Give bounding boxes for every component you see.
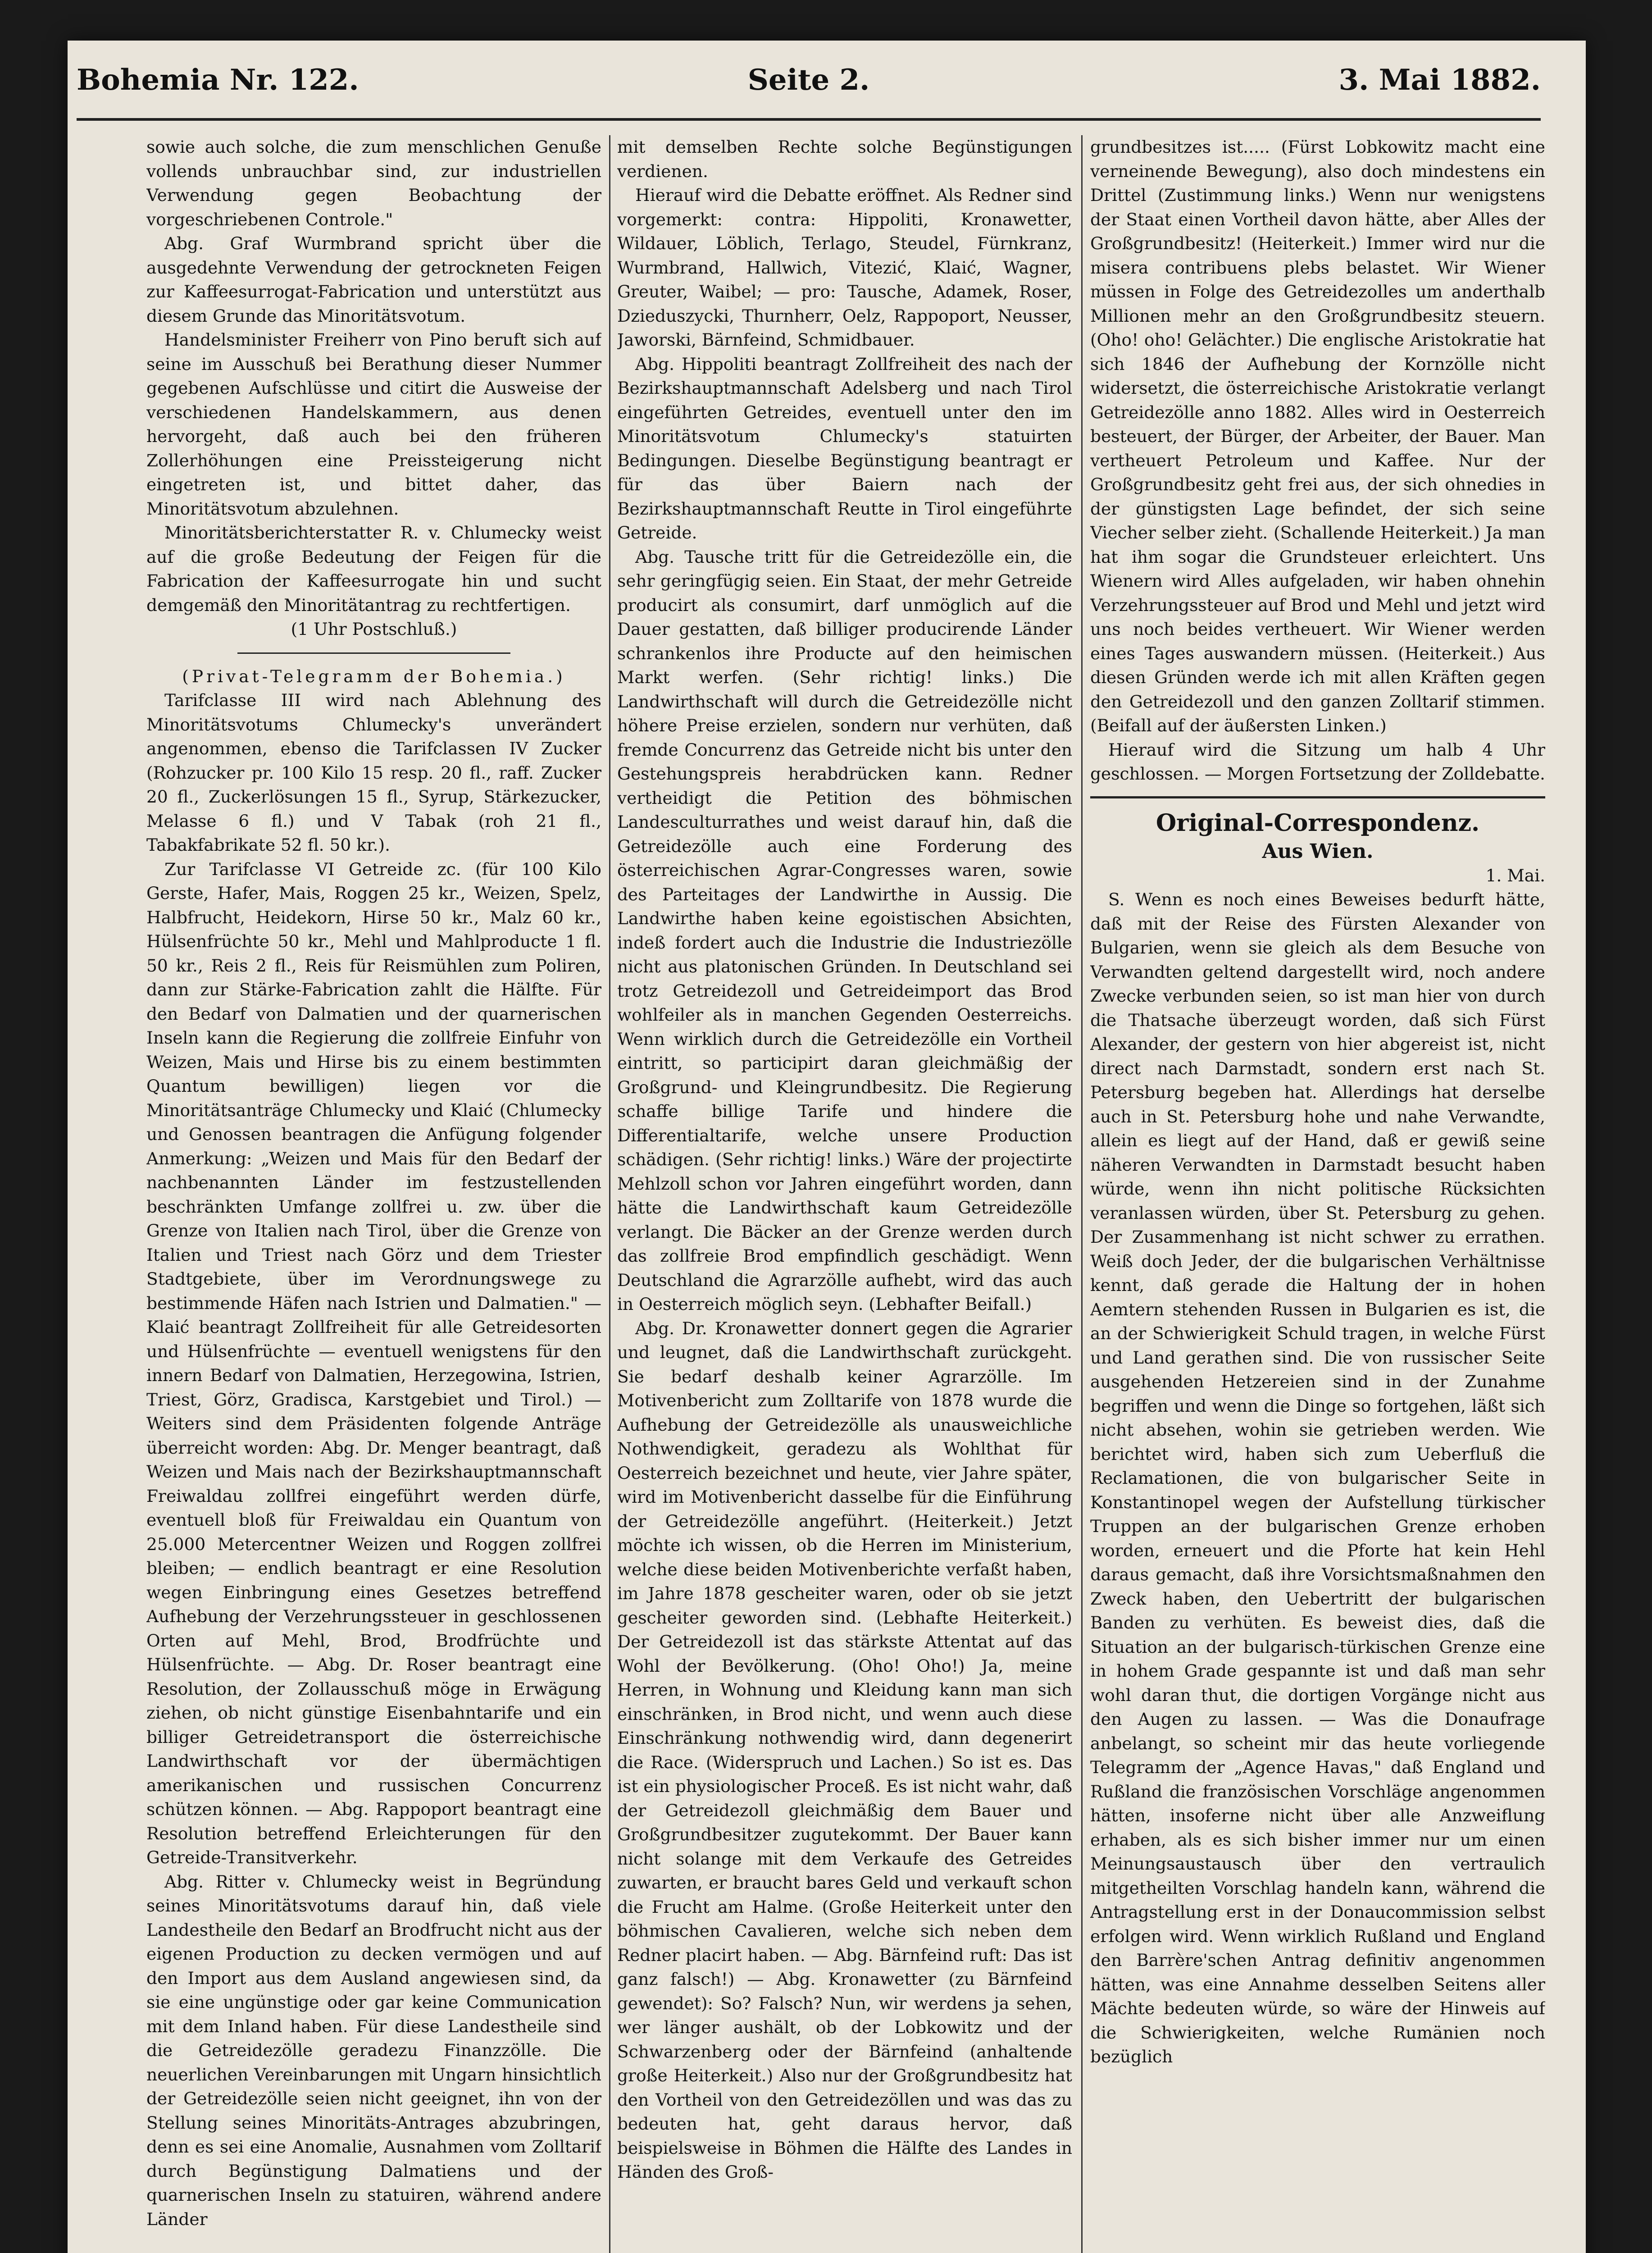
paragraph: Abg. Dr. Kronawetter donnert gegen die Agrarier und leugnet, daß die Landwirthschaft zurückgeht. Sie bedarf deshalb keiner Agrarzölle. Im Motivenbericht zum Zolltarife von 1878 wurde die Aufhebung der Getreidezölle als unausweichliche Nothwendigkeit, geradezu als Wohlthat für Oesterreich bezeichnet und heute, vier Jahre später, wird im Motivenbericht dasselbe für die Einführung der Getreidezölle angeführt. (Heiterkeit.) Jetzt möchte ich wissen, ob die Herren im Ministerium, welche diese beiden Motivenberichte verfaßt haben, im Jahre 1878 gescheiter waren, oder ob sie jetzt gescheiter geworden sind. (Lebhafte Heiterkeit.) Der Getreidezoll ist das stärkste Attentat auf das Wohl der Bevölkerung. (Oho! Oho!) Ja, meine Herren, in Wohnung und Kleidung kann man sich einschränken, in Brod nicht, und wenn auch diese Einschränkung nothwendig wird, dann degenerirt die Race. (Widerspruch und Lachen.) So ist es. Das ist ein physiologischer Proceß. Es ist nicht wahr, daß der Getreidezoll gleichmäßig dem Bauer und Großgrundbesitzer zugutekommt. Der Bauer kann nicht solange mit dem Verkaufe des Getreides zuwarten, er braucht bares Geld und verkauft schon die Frucht am Halme. (Große Heiterkeit unter den böhmischen Cavalieren, welche sich neben dem Redner placirt haben. — Abg. Bärnfeind ruft: Das ist ganz falsch!) — Abg. Kronawetter (zu Bärnfeind gewendet): So? Falsch? Nun, wir werdens ja sehen, wer länger aushält, ob der Lobkowitz und der Schwarzenberg oder der Bärnfeind (anhaltende große Heiterkeit.) Also nur der Großgrundbesitz hat den Vortheil von den Getreidezöllen und was das zu bedeuten hat, geht daraus hervor, daß beispielsweise in Böhmen die Hälfte des Landes in Händen des Groß- (617, 1318, 1072, 2182)
section-rule (237, 652, 510, 654)
paragraph: Abg. Hippoliti beantragt Zollfreiheit des nach der Bezirkshauptmannschaft Adelsberg und nach Tirol eingeführten Getreides, eventuell unter den im Minoritätsvotum Chlumecky's statuirten Bedingungen. Dieselbe Begünstigung beantragt er für das über Baiern nach der Bezirkshauptmannschaft Reutte in Tirol eingeführte Getreide. (617, 354, 1072, 543)
column-divider (609, 135, 610, 2253)
paragraph: Abg. Ritter v. Chlumecky weist in Begründung seines Minoritätsvotums darauf hin, daß viele Landestheile den Bedarf an Brodfrucht nicht aus der eigenen Production zu decken vermögen und auf den Import aus dem Ausland angewiesen sind, da sie eine ungünstige oder gar keine Communication mit dem Inland haben. Für diese Landestheile sind die Getreidezölle geradezu Finanzzölle. Die neuerlichen Vereinbarungen mit Ungarn hinsichtlich der Getreidezölle seien nicht geeignet, ihn von der Stellung seines Minoritäts-Antrages abzubringen, denn es sei eine Anomalie, Ausnahmen vom Zolltarif durch Begünstigung Dalmatiens und der quarnerischen Inseln zu statuiren, während andere Länder (146, 1871, 601, 2229)
paragraph: Hierauf wird die Sitzung um halb 4 Uhr geschlossen. — Morgen Fortsetzung der Zolldebatte. (1090, 739, 1545, 784)
section-rule (1090, 796, 1545, 798)
dateline: 1. Mai. (1485, 865, 1545, 885)
column-2 (617, 135, 1072, 2253)
paragraph: Abg. Graf Wurmbrand spricht über die ausgedehnte Verwendung der getrockneten Feigen zur Kaffeesurrogat-Fabrication und unterstützt aus diesem Grunde das Minoritätsvotum. (146, 233, 601, 326)
header-masthead: Bohemia Nr. 122. (77, 63, 359, 97)
header-rule (77, 118, 1541, 121)
paragraph: sowie auch solche, die zum menschlichen Genuße vollends unbrauchbar sind, zur industriellen Verwendung gegen Beobachtung der vorgeschriebenen Controle." (146, 137, 601, 229)
paragraph: Zur Tarifclasse VI Getreide zc. (für 100 Kilo Gerste, Hafer, Mais, Roggen 25 kr., Weizen, Spelz, Halbfrucht, Heidekorn, Hirse 50 kr., Malz 60 kr., Hülsenfrüchte 50 kr., Mehl und Mahlproducte 1 fl. 50 kr., Reis 2 fl., Reis für Reismühlen zum Poliren, dann zur Stärke-Fabrication zahlt die Hälfte. Für den Bedarf von Dalmatien und der quarnerischen Inseln kann die Regierung die zollfreie Einfuhr von Weizen, Mais und Hirse bis zu einem bestimmten Quantum bewilligen) liegen vor die Minoritätsanträge Chlumecky und Klaić (Chlumecky und Genossen beantragen die Anfügung folgender Anmerkung: „Weizen und Mais für den Bedarf der nachbenannten Länder im festzustellenden beschränkten Umfange zollfrei u. zw. über die Grenze von Italien nach Tirol, über die Grenze von Italien und Triest nach Görz und dem Triester Stadtgebiete, über im Verordnungswege zu bestimmende Häfen nach Istrien und Dalmatien." — Klaić beantragt Zollfreiheit für alle Getreidesorten und Hülsenfrüchte — eventuell wenigstens für den innern Bedarf von Dalmatien, Herzegowina, Istrien, Triest, Görz, Gradisca, Karstgebiet und Tirol.) — Weiters sind dem Präsidenten folgende Anträge überreicht worden: Abg. Dr. Menger beantragt, daß Weizen und Mais nach der Bezirkshauptmannschaft Freiwaldau zollfrei eingeführt werden dürfe, eventuell bloß für Freiwaldau ein Quantum von 25.000 Metercentner Weizen und Roggen zollfrei bleiben; — endlich beantragt er eine Resolution wegen Einbringung eines Gesetzes betreffend Aufhebung der Verzehrungssteuer in geschlossenen Orten auf Mehl, Brod, Brodfrüchte und Hülsenfrüchte. — Abg. Dr. Roser beantragt eine Resolution, der Zollausschuß möge in Erwägung ziehen, ob nicht günstige Eisenbahntarife und ein billiger Getreidetransport die österreichische Landwirthschaft vor der übermächtigen amerikanischen und russischen Concurrenz schützen können. — Abg. Rappoport beantragt eine Resolution betreffend Erleichterungen für den Getreide-Transitverkehr. (146, 859, 601, 1867)
paragraph: S. Wenn es noch eines Beweises bedurft hätte, daß mit der Reise des Fürsten Alexander von Bulgarien, wenn sie gleich als dem Besuche von Verwandten geltend dargestellt wird, noch andere Zwecke verbunden seien, so ist man hier von durch die Thatsache überzeugt worden, daß sich Fürst Alexander, der gestern von hier abgereist ist, nicht direct nach Darmstadt, sondern erst nach St. Petersburg begeben hat. Allerdings hat derselbe auch in St. Petersburg hohe und nahe Verwandte, allein es liegt auf der Hand, daß er gewiß seine näheren Verwandten in Darmstadt besucht haben würde, wenn ihn nicht politische Rücksichten veranlassen würden, über St. Petersburg zu gehen. Der Zusammenhang ist nicht schwer zu errathen. Weiß doch Jeder, der die bulgarischen Verhältnisse kennt, daß gerade die Haltung der in hohen Aemtern stehenden Russen in Bulgarien es ist, die an der Schwierigkeit Schuld tragen, in welche Fürst und Land gerathen sind. Die von russischer Seite ausgehenden Hetzereien sind in der Zunahme begriffen und wenn die Dinge so fortgehen, läßt sich nicht absehen, wohin sie getrieben werden. Wie berichtet wird, haben sich zum Ueberfluß die Reclamationen, die von bulgarischer Seite in Konstantinopel wegen der Aufstellung türkischer Truppen an der bulgarischen Grenze erhoben worden, erneuert und die Pforte hat kein Hehl daraus gemacht, daß ihre Vorsichtsmaßnahmen den Zweck haben, den Uebertritt der bulgarischen Banden zu verhüten. Es beweist dies, daß die Situation an der bulgarisch-türkischen Grenze eine in hohem Grade gespannte ist und daß man sehr wohl daran thut, die dortigen Vorgänge nicht aus den Augen zu lassen. — Was die Donaufrage anbelangt, so scheint mir das heute vorliegende Telegramm der „Agence Havas," daß England und Rußland die französischen Vorschläge angenommen hätten, insoferne nicht über alle Anzweiflung erhaben, als es sich bisher immer nur um einen Meinungsaustausch über den vertraulich mitgetheilten Vorschlag handeln kann, während die Antragstellung erst in der Donaucommission selbst erfolgen wird. Wenn wirklich Rußland und England den Barrère'schen Antrag definitiv angenommen hätten, was eine Annahme desselben Seitens aller Mächte bedeuten würde, so wäre der Hinweis auf die Schwierigkeiten, welche Rumänien noch bezüglich (1090, 889, 1545, 2066)
column-divider (1081, 135, 1083, 2253)
section-subtitle: Aus Wien. (1262, 840, 1374, 863)
column-1 (146, 135, 601, 2253)
paragraph: Handelsminister Freiherr von Pino beruft sich auf seine im Ausschuß bei Berathung dieser Nummer gegebenen Aufschlüsse und citirt die Ausweise der verschiedenen Handelskammern, aus denen hervorgeht, daß auch bei den früheren Zollerhöhungen eine Preissteigerung nicht eingetreten ist, und bittet daher, das Minoritätsvotum abzulehnen. (146, 330, 601, 519)
paragraph: Hierauf wird die Debatte eröffnet. Als Redner sind vorgemerkt: contra: Hippoliti, Kronawetter, Wildauer, Löblich, Terlago, Steudel, Fürnkranz, Wurmbrand, Hallwich, Vitezić, Klaić, Wagner, Greuter, Waibel; — pro: Tausche, Adamek, Roser, Dzieduszycki, Thurnherr, Oelz, Rappoport, Neusser, Jaworski, Bärnfeind, Schmidbauer. (617, 185, 1072, 350)
header-page-number: Seite 2. (747, 63, 870, 97)
page-header (77, 45, 1541, 104)
paragraph: mit demselben Rechte solche Begünstigungen verdienen. (617, 137, 1072, 181)
paragraph: Minoritätsberichterstatter R. v. Chlumecky weist auf die große Bedeutung der Feigen für die Fabrication der Kaffeesurrogate hin und sucht demgemäß den Minoritätantrag zu rechtfertigen. (146, 523, 601, 615)
column-3 (1090, 135, 1545, 2253)
telegram-heading: (Privat-Telegramm der Bohemia.) (182, 666, 566, 686)
postal-note: (1 Uhr Postschluß.) (291, 619, 457, 639)
paragraph: grundbesitzes ist..... (Fürst Lobkowitz macht eine verneinende Bewegung), also doch mindestens ein Drittel (Zustimmung links.) Wenn nur wenigstens der Staat einen Vortheil davon hätte, aber Alles der Großgrundbesitz! (Heiterkeit.) Immer wird nur die misera contribuens plebs belastet. Wir Wiener müssen in Folge des Getreidezolles um anderthalb Millionen mehr an den Großgrundbesitz steuern. (Oho! oho! Gelächter.) Die englische Aristokratie hat sich 1846 der Aufhebung der Kornzölle nicht widersetzt, die österreichische Aristokratie verlangt Getreidezölle anno 1882. Alles wird in Oesterreich besteuert, der Bürger, der Arbeiter, der Bauer. Man vertheuert Petroleum und Kaffee. Nur der Großgrundbesitz geht frei aus, der sich ohnedies in der günstigsten Lage befindet, der sich seine Viecher selber zieht. (Schallende Heiterkeit.) Ja man hat ihm sogar die Grundsteuer erleichtert. Uns Wienern wird Alles aufgeladen, wir haben ohnehin Verzehrungssteuer auf Brod und Mehl und jetzt wird uns noch beides vertheuert. Wir Wiener werden eines Tages auswandern müssen. (Heiterkeit.) Aus diesen Gründen werde ich mit allen Kräften gegen den Getreidezoll und den ganzen Zolltarif stimmen. (Beifall auf der äußersten Linken.) (1090, 137, 1545, 735)
header-date: 3. Mai 1882. (1338, 63, 1541, 97)
paragraph: Tarifclasse III wird nach Ablehnung des Minoritätsvotums Chlumecky's unverändert angenommen, ebenso die Tarifclassen IV Zucker (Rohzucker pr. 100 Kilo 15 resp. 20 fl., raff. Zucker 20 fl., Zuckerlösungen 15 fl., Syrup, Stärkezucker, Melasse 6 fl.) und V Tabak (roh 21 fl., Tabakfabrikate 52 fl. 50 kr.). (146, 690, 601, 855)
section-title: Original-Correspondenz. (1156, 809, 1480, 837)
paragraph: Abg. Tausche tritt für die Getreidezölle ein, die sehr geringfügig seien. Ein Staat, der mehr Getreide producirt als consumirt, darf unmöglich auf die Dauer gestatten, daß billiger producirende Länder schrankenlos ihre Producte auf den heimischen Markt werfen. (Sehr richtig! links.) Die Landwirthschaft will durch die Getreidezölle nicht höhere Preise erzielen, sondern nur verhüten, daß fremde Concurrenz das Getreide nicht bis unter den Gestehungspreis herabdrücken kann. Redner vertheidigt die Petition des böhmischen Landesculturrathes und weist darauf hin, daß die Getreidezölle auch eine Forderung des österreichischen Agrar-Congresses waren, sowie des Parteitages der Landwirthe in Aussig. Die Landwirthe haben keine egoistischen Absichten, indeß fordert auch die Industrie die Industriezölle nicht aus platonischen Gründen. In Deutschland sei trotz Getreidezoll und Getreideimport das Brod wohlfeiler als in manchen Gegenden Oesterreichs. Wenn wirklich durch die Getreidezölle ein Vortheil eintritt, so participirt daran gleichmäßig der Großgrund- und Kleingrundbesitz. Die Regierung schaffe billige Tarife und hindere die Differentialtarife, welche unsere Production schädigen. (Sehr richtig! links.) Wäre der projectirte Mehlzoll schon vor Jahren eingeführt worden, dann hätte die Landwirthschaft kaum Getreidezölle verlangt. Die Bäcker an der Grenze werden durch das zollfreie Brod empfindlich geschädigt. Wenn Deutschland die Agrarzölle aufhebt, wird das auch in Oesterreich möglich seyn. (Lebhafter Beifall.) (617, 547, 1072, 1314)
